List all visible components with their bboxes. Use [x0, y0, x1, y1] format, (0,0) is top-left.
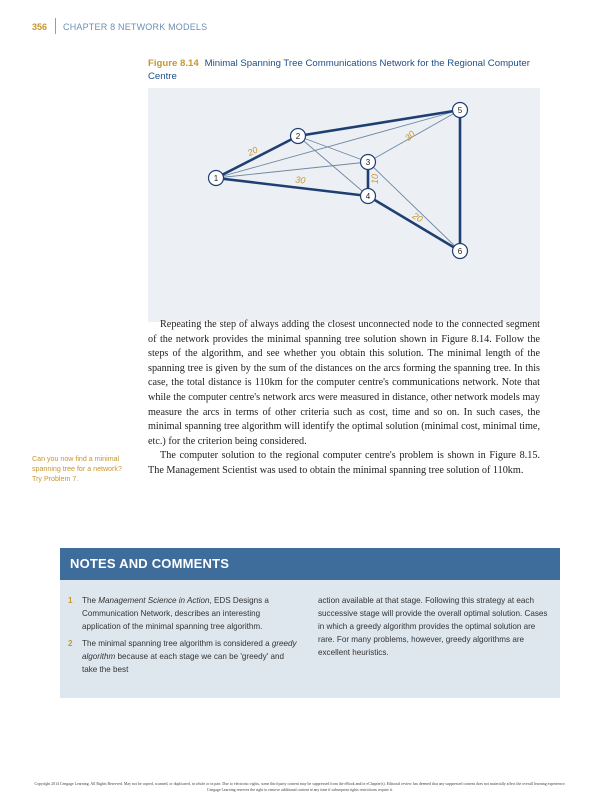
page-number: 356: [32, 22, 48, 32]
arc-1-3: [216, 162, 368, 178]
notes-title: NOTES AND COMMENTS: [70, 556, 230, 571]
arc-3-6: [365, 162, 460, 251]
network-diagram: [148, 88, 540, 322]
paragraph-2: The computer solution to the regional computer centre's problem is shown in Figure 8.15. The Management Scientist was used to obtain the minimal spanning tree solution of 110km.: [148, 450, 540, 476]
figure-title: Minimal Spanning Tree Communications Network for the Regional Computer Centre: [148, 58, 530, 82]
header-divider: [55, 18, 56, 34]
copyright-footer: Copyright 2014 Cengage Learning. All Rights Reserved. May not be copied, scanned, or duplicated, in whole or in part. Due to electronic rights, some third party content may be suppressed from the eBook and/or eChapter(s). Editorial review has deemed that any suppressed content does not materially affect the overall learning experience. Cengage Learning reserves the right to remove additional content at any time if subsequent rights restrictions require it.: [34, 782, 566, 792]
figure-caption: [148, 57, 540, 83]
network-figure: [148, 88, 540, 322]
node-label-5: 5: [457, 106, 463, 115]
note-1-text-end: , EDS Designs a Communication Network, describes an interesting application of the minimal spanning tree algorithm.: [82, 596, 269, 631]
notes-column-left: [66, 594, 298, 680]
edge-label-1-2: 20: [245, 144, 260, 159]
note-item-2: [66, 637, 298, 676]
edge-label-1-4: 30: [294, 174, 306, 186]
note-2-emphasis: greedy algorithm: [82, 639, 297, 661]
tree-arc-1-4: [216, 178, 368, 196]
edge-label-2-5: 30: [402, 128, 417, 143]
tree-arc-1-2: [216, 136, 298, 178]
arc-2-3: [298, 136, 368, 162]
arc-1-5: [216, 110, 460, 178]
edge-label-3-4: 10: [370, 173, 380, 185]
note-2-text-start: The minimal spanning tree algorithm is considered a: [82, 639, 272, 648]
node-label-3: 3: [365, 158, 371, 167]
note-2-text-end: because at each stage we can be 'greedy' and take the best: [82, 652, 284, 674]
note-number-1: 1: [68, 596, 73, 605]
note-item-1: [66, 594, 298, 633]
node-label-2: 2: [295, 132, 301, 141]
node-label-4: 4: [365, 192, 371, 201]
tree-arc-4-6: [368, 196, 460, 251]
margin-note: Can you now find a minimal spanning tree for a network? Try Problem 7.: [32, 455, 122, 483]
note-1-emphasis: Management Science in Action: [98, 596, 210, 605]
note-number-2: 2: [68, 639, 73, 648]
tree-arc-2-5: [298, 110, 460, 136]
chapter-title: CHAPTER 8 NETWORK MODELS: [63, 22, 208, 32]
note-1-text-start: The: [82, 596, 99, 605]
figure-label: Figure 8.14: [148, 58, 199, 69]
edge-label-4-6: 20: [410, 210, 425, 225]
node-label-6: 6: [457, 247, 463, 256]
body-text: [148, 318, 540, 479]
notes-column-right: action available at that stage. Following this strategy at each successive stage will provide the overall optimal solution. Cases in which a greedy algorithm provides the optimal solution are rare. For many problems, however, greedy algorithms are excellent heuristics.: [318, 596, 548, 657]
paragraph-1: Repeating the step of always adding the closest unconnected node to the connected segment of the network provides the minimal spanning tree solution shown in Figure 8.14. Follow the steps of the algorithm, and see whether you obtain this solution. The minimal length of the spanning tree is given by the sum of the distances on the arcs forming the spanning tree. In this case, the total distance is 110km for the computer centre's communications network. Note that while the computer centre's network arcs were measured in distance, other network models may measure the arcs in terms of other criteria such as cost, time and so on. In such cases, the minimal spanning tree algorithm will identify the optimal solution (minimal cost, minimal time, etc.) for the criterion being considered.: [148, 319, 540, 447]
node-label-1: 1: [213, 174, 219, 183]
